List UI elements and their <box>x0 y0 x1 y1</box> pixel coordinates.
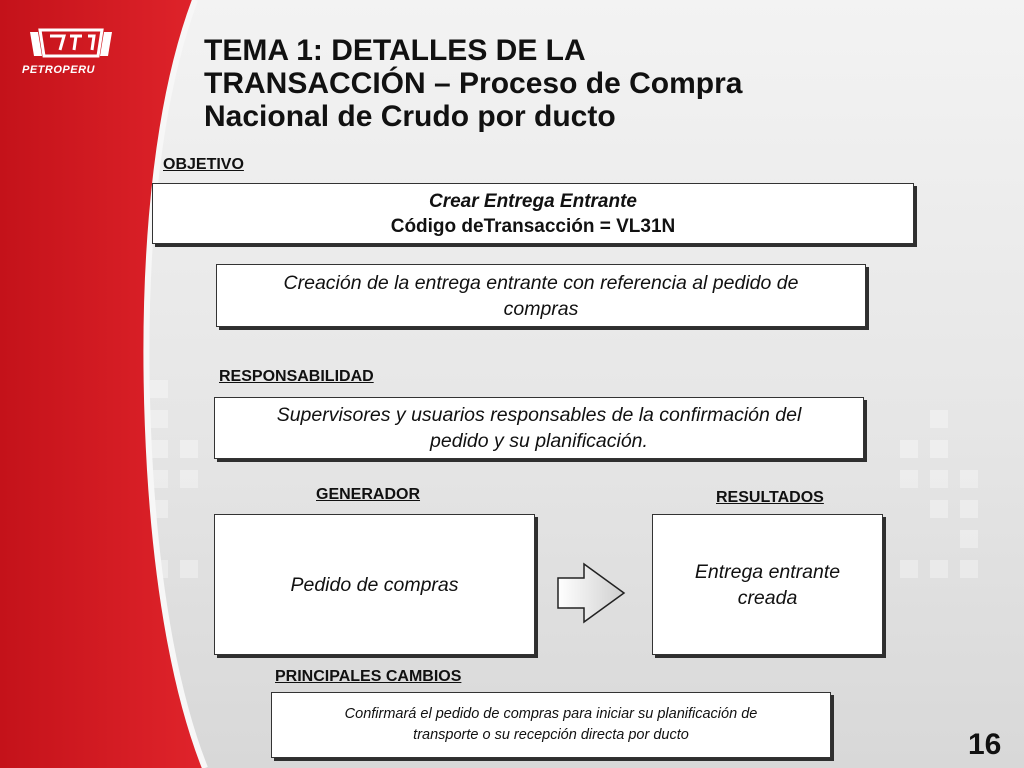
generator-box <box>214 514 535 655</box>
description-line-2: compras <box>503 297 579 320</box>
generator-label: GENERADOR <box>316 486 421 503</box>
responsibility-box <box>214 397 864 459</box>
title-line-2: TRANSACCIÓN – Proceso de Compra <box>204 67 743 100</box>
title-line-3: Nacional de Crudo por ducto <box>204 100 616 133</box>
transaction-code: Código deTransacción = VL31N <box>390 215 676 237</box>
arrow-right-icon <box>556 562 628 626</box>
responsibility-line-2: pedido y su planificación. <box>430 430 648 452</box>
results-box <box>652 514 883 655</box>
generator-text: Pedido de compras <box>290 573 459 596</box>
logo-text: PETROPERU <box>22 64 95 76</box>
title-line-1: TEMA 1: DETALLES DE LA <box>204 34 586 67</box>
objective-title: Crear Entrega Entrante <box>428 190 637 212</box>
changes-box <box>271 692 831 758</box>
changes-line-1: Confirmará el pedido de compras para iniciar su planificación de <box>344 706 758 722</box>
changes-line-2: transporte o su recepción directa por ducto <box>413 727 689 743</box>
red-brand-band <box>0 0 220 768</box>
changes-label: PRINCIPALES CAMBIOS <box>275 668 462 685</box>
responsibility-line-1: Supervisores y usuarios responsables de la confirmación del <box>276 404 802 426</box>
page-number: 16 <box>968 728 1002 761</box>
results-line-1: Entrega entrante <box>694 560 841 583</box>
slide-title <box>204 34 904 133</box>
objective-box <box>152 183 914 244</box>
results-line-2: creada <box>737 586 798 609</box>
objective-label: OBJETIVO <box>163 156 244 173</box>
description-box <box>216 264 866 327</box>
results-label: RESULTADOS <box>716 489 824 506</box>
description-line-1: Creación de la entrega entrante con referencia al pedido de <box>283 271 799 294</box>
responsibility-label: RESPONSABILIDAD <box>219 368 374 385</box>
